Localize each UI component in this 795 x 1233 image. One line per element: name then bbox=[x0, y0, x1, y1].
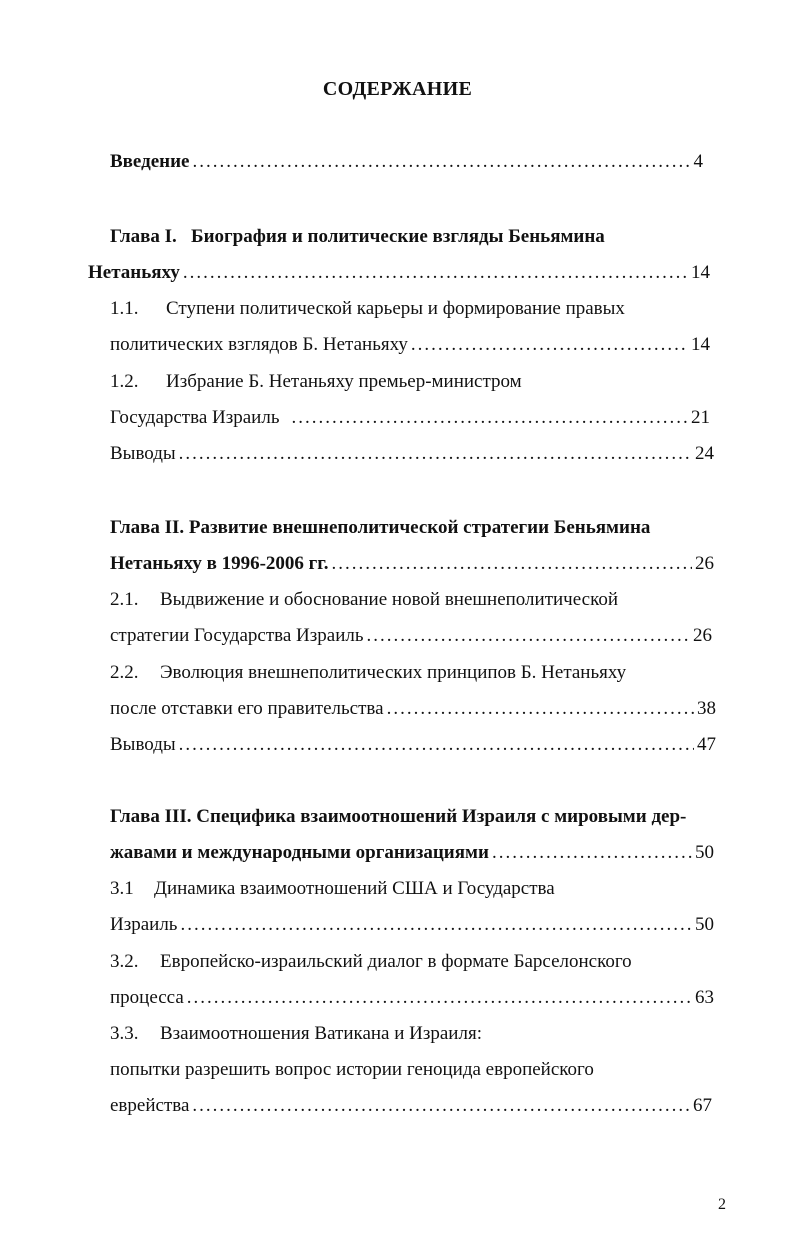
section-number: 3.1 bbox=[110, 878, 134, 899]
toc-leader bbox=[367, 625, 690, 647]
toc-label: стратегии Государства Израиль bbox=[110, 625, 364, 646]
section-1-1 bbox=[110, 298, 625, 322]
chapter-1-heading bbox=[110, 226, 605, 250]
section-title: Эволюция внешнеполитических принципов Б. Нетаньяху bbox=[160, 662, 627, 683]
toc-label: Нетаньяху в 1996-2006 гг. bbox=[110, 553, 329, 574]
toc-leader bbox=[179, 443, 692, 465]
chapter-3-heading bbox=[110, 806, 686, 830]
section-number: 3.3. bbox=[110, 1023, 139, 1044]
section-2-2 bbox=[110, 662, 626, 686]
section-3-3-cont bbox=[110, 1059, 594, 1083]
toc-leader bbox=[179, 734, 694, 756]
toc-page: 38 bbox=[697, 698, 716, 719]
toc-leader bbox=[192, 1095, 690, 1117]
section-title: Взаимоотношения Ватикана и Израиля: bbox=[160, 1023, 482, 1044]
toc-page: 24 bbox=[695, 443, 714, 464]
toc-label: процесса bbox=[110, 987, 184, 1008]
section-2-1 bbox=[110, 589, 618, 613]
toc-label: после отставки его правительства bbox=[110, 698, 384, 719]
toc-label: Государства Израиль bbox=[110, 407, 280, 428]
toc-page: 4 bbox=[693, 151, 703, 172]
toc-page: 47 bbox=[697, 734, 716, 755]
toc-page: 14 bbox=[691, 262, 710, 283]
section-number: 2.1. bbox=[110, 589, 139, 610]
section-title: Ступени политической карьеры и формирование правых bbox=[166, 298, 625, 319]
section-number: 1.2. bbox=[110, 371, 139, 392]
chapter-2-heading bbox=[110, 517, 650, 541]
section-3-3 bbox=[110, 1023, 482, 1047]
section-number: 3.2. bbox=[110, 951, 139, 972]
toc-page: 26 bbox=[693, 625, 712, 646]
section-3-2-cont bbox=[110, 987, 714, 1011]
toc-page: 50 bbox=[695, 842, 714, 863]
toc-leader bbox=[180, 914, 692, 936]
section-2-1-cont bbox=[110, 625, 712, 649]
section-3-2 bbox=[110, 951, 632, 975]
toc-entry-intro bbox=[110, 151, 703, 175]
toc-page: 50 bbox=[695, 914, 714, 935]
toc-label: политических взглядов Б. Нетаньяху bbox=[110, 334, 408, 355]
section-title: Динамика взаимоотношений США и Государства bbox=[154, 878, 555, 899]
section-2-2-cont bbox=[110, 698, 716, 722]
section-title: Европейско-израильский диалог в формате Барселонского bbox=[160, 951, 632, 972]
toc-label: Введение bbox=[110, 151, 190, 172]
toc-leader bbox=[332, 553, 692, 575]
section-1-1-cont bbox=[110, 334, 710, 358]
toc-leader bbox=[183, 262, 688, 284]
toc-label: Нетаньяху bbox=[88, 262, 180, 283]
chapter-heading-line: Глава III. Специфика взаимоотношений Израиля с мировыми дер- bbox=[110, 806, 687, 827]
section-3-1-cont bbox=[110, 914, 714, 938]
section-3-1 bbox=[110, 878, 555, 902]
toc-leader bbox=[187, 987, 692, 1009]
chapter-3-heading-cont bbox=[110, 842, 714, 866]
toc-label: Израиль bbox=[110, 914, 178, 935]
toc-label: Выводы bbox=[110, 443, 176, 464]
chapter-1-heading-cont bbox=[88, 262, 710, 286]
chapter-2-heading-cont bbox=[110, 553, 714, 577]
chapter-heading-line: Глава II. Развитие внешнеполитической стратегии Беньямина bbox=[110, 517, 651, 538]
toc-label: Выводы bbox=[110, 734, 176, 755]
toc-page: 26 bbox=[695, 553, 714, 574]
chapter-heading-line: Глава I. Биография и политические взгляды Беньямина bbox=[110, 226, 605, 247]
toc-leader bbox=[387, 698, 694, 720]
section-1-2 bbox=[110, 371, 522, 395]
section-title: Избрание Б. Нетаньяху премьер-министром bbox=[166, 371, 522, 392]
toc-label: еврейства bbox=[110, 1095, 190, 1116]
toc-page: 14 bbox=[691, 334, 710, 355]
toc-leader bbox=[193, 151, 691, 173]
section-title: попытки разрешить вопрос истории геноцида европейского bbox=[110, 1059, 594, 1080]
page-number: 2 bbox=[718, 1196, 726, 1213]
section-number: 1.1. bbox=[110, 298, 139, 319]
toc-leader bbox=[492, 842, 692, 864]
toc-leader bbox=[411, 334, 688, 356]
toc-page: 21 bbox=[691, 407, 710, 428]
page-title: СОДЕРЖАНИЕ bbox=[322, 78, 473, 100]
chapter-2-conclusions bbox=[110, 734, 716, 758]
chapter-1-conclusions bbox=[110, 443, 714, 467]
toc-page: 67 bbox=[693, 1095, 712, 1116]
toc-leader bbox=[292, 407, 689, 429]
section-3-3-cont2 bbox=[110, 1095, 712, 1119]
toc-label: жавами и международными организациями bbox=[110, 842, 489, 863]
section-number: 2.2. bbox=[110, 662, 139, 683]
section-1-2-cont bbox=[110, 407, 710, 431]
toc-page: 63 bbox=[695, 987, 714, 1008]
section-title: Выдвижение и обоснование новой внешнеполитической bbox=[160, 589, 619, 610]
